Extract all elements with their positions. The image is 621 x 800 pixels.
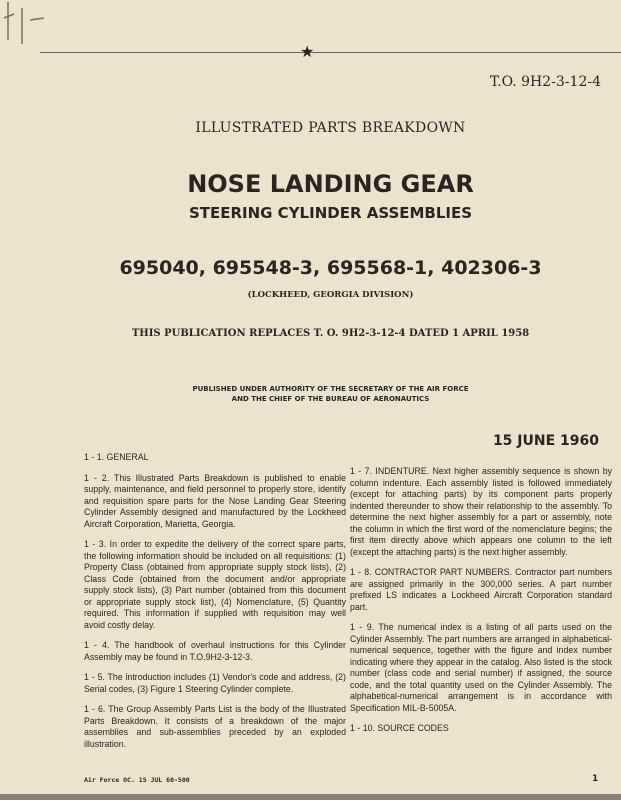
header-rule	[40, 52, 621, 53]
part-numbers: 695040, 695548-3, 695568-1, 402306-3	[119, 257, 542, 279]
authority-notice	[40, 384, 621, 404]
publication-date: 15 JUNE 1960	[492, 433, 599, 449]
replacement-notice: THIS PUBLICATION REPLACES T. O. 9H2-3-12-4 DATED 1 APRIL 1958	[131, 328, 530, 339]
handwritten-mark	[0, 0, 60, 50]
authority-line: AND THE CHIEF OF THE BUREAU OF AERONAUTICS	[231, 395, 430, 403]
paragraph: 1 - 9. The numerical index is a listing of all parts used on the Cylinder Assembly. The part numbers are arranged in alphabetical-numerical sequence, together with the figure and index number indicating where they appear in the catalog. Also listed is the stock number (class code and serial number) if assigned, the source code, and the total quantity used on the Cylinder Assembly. The alphabetical-numerical arrangement is in accordance with Specification MIL-B-5005A.	[350, 622, 612, 713]
right-column	[350, 466, 612, 744]
paragraph: 1 - 2. This Illustrated Parts Breakdown is published to enable supply, maintenance, and field personnel to properly store, identify and requisition spare parts for the Nose Landing Gear Steering Cylinder Assembly designed and manufactured by the Lockheed Aircraft Corporation, Marietta, Georgia.	[84, 472, 346, 529]
paragraph: 1 - 3. In order to expedite the delivery of the correct spare parts, the following information should be included on all requisitions: (1) Property Class (obtained from appropriate supply stock lists), (2) Class Code (obtained from the document and/or appropriate supply stock lists), (3) Part number (obtained from this document or appropriate supply stock list), (4) Nomenclature, (5) Quantity required. This information if supplied with requisition may well avoid costly delay.	[84, 539, 346, 630]
scan-edge	[0, 794, 621, 800]
paragraph: 1 - 6. The Group Assembly Parts List is the body of the Illustrated Parts Breakdown. It consists of a breakdown of the major assemblies and sub-assemblies preceded by an exploded illustration.	[84, 704, 346, 749]
paragraph: 1 - 4. The handbook of overhaul instructions for this Cylinder Assembly may be found in T.O.9H2-3-12-3.	[84, 640, 346, 662]
paragraph: 1 - 10. SOURCE CODES	[350, 723, 449, 733]
paragraph: 1 - 1. GENERAL	[84, 452, 149, 462]
authority-line: PUBLISHED UNDER AUTHORITY OF THE SECRETARY OF THE AIR FORCE	[192, 385, 469, 393]
to-number: T.O. 9H2-3-12-4	[489, 74, 601, 90]
left-column	[84, 452, 346, 759]
page-number: 1	[592, 774, 599, 784]
division: (LOCKHEED, GEORGIA DIVISION)	[247, 290, 414, 300]
print-line: Air Force OC. 15 JUL 60-500	[84, 776, 190, 784]
star-icon: ★	[300, 42, 315, 61]
paragraph: 1 - 5. The introduction includes (1) Vendor's code and address, (2) Serial codes, (3) Figure 1 Steering Cylinder complete.	[84, 672, 346, 694]
document-category: ILLUSTRATED PARTS BREAKDOWN	[195, 120, 466, 136]
page-title: NOSE LANDING GEAR	[187, 170, 474, 198]
page-subtitle: STEERING CYLINDER ASSEMBLIES	[188, 204, 473, 222]
paragraph: 1 - 7. INDENTURE. Next higher assembly sequence is shown by column indenture. Each assembly listed is followed immediately (except for attaching parts) by its component parts properly indented thereunder to show their relationship to the assembly. To determine the next higher assembly for a part or assembly, note the column in which the first word of the nomenclature begins; the first item directly above which appears one column to the left (except the attaching parts) is the next higher assembly.	[350, 466, 612, 557]
paragraph: 1 - 8. CONTRACTOR PART NUMBERS. Contractor part numbers are assigned primarily in the 300,000 series. A part number prefixed LS indicates a Lockheed Aircraft Corporation standard part.	[350, 567, 612, 612]
